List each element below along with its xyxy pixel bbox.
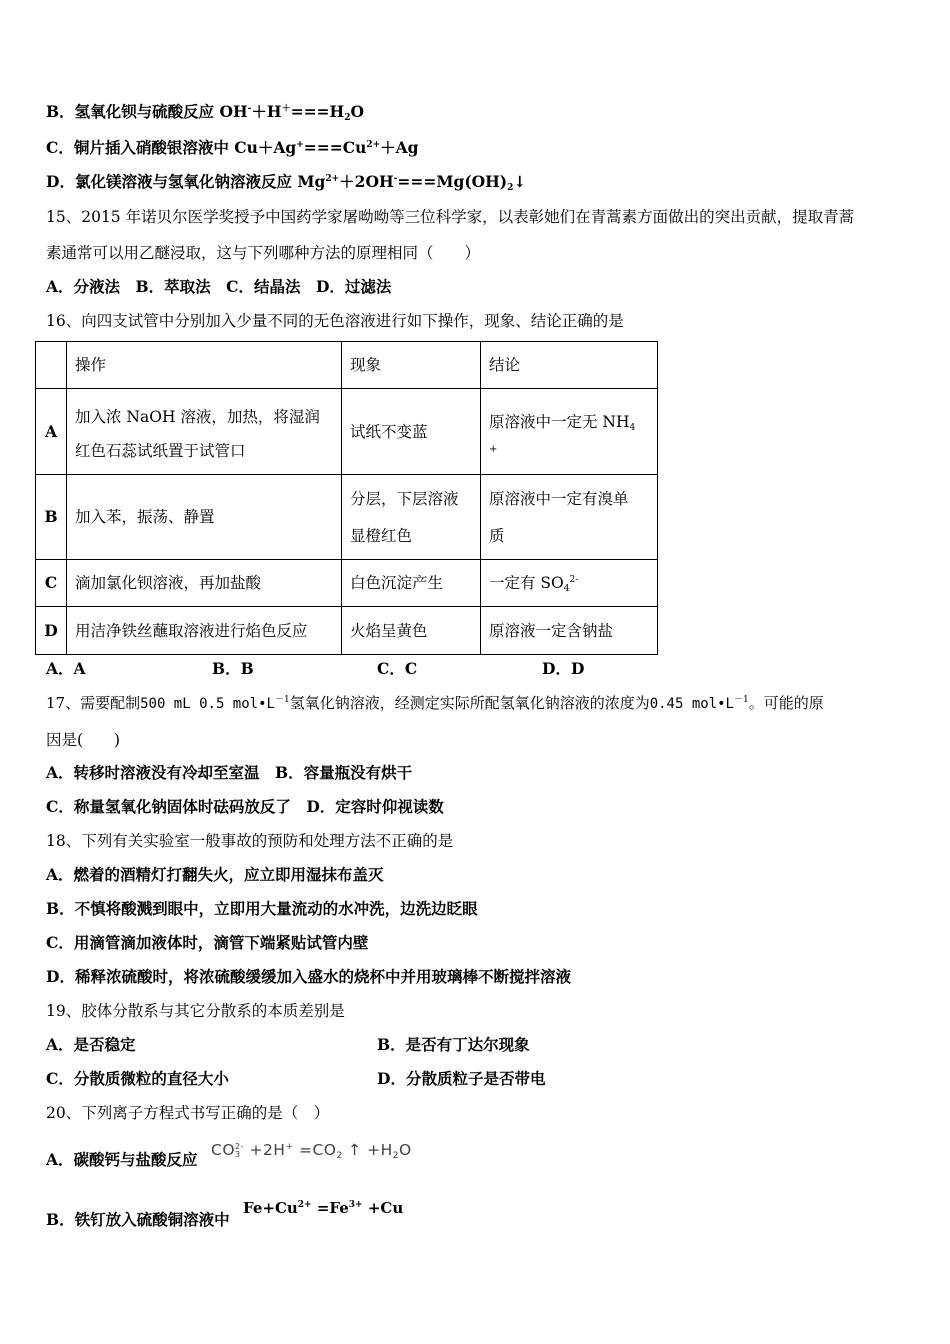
table-header-row xyxy=(36,342,658,389)
q15-stem-line1: 15、2015 年诺贝尔医学奖授予中国药学家屠呦呦等三位科学家，以表彰她们在青蒿素方面做出的突出贡献，提取青蒿 xyxy=(46,208,855,226)
table-row xyxy=(36,389,658,475)
q19-stem: 19、胶体分散系与其它分散系的本质差别是 xyxy=(46,1002,345,1020)
row-conclusion: 原溶液中一定有溴单 质 xyxy=(481,475,658,560)
row-phenomenon: 试纸不变蓝 xyxy=(342,389,481,475)
q20-option-b-equation: $Fe+Cu^{2+} =Fe^{3+} +Cu$ xyxy=(243,1199,404,1217)
q17-options-cd: C．称量氢氧化钠固体时砝码放反了 D．定容时仰视读数 xyxy=(46,797,444,816)
q16-option-c: C．C xyxy=(377,659,418,678)
row-key: D xyxy=(36,607,67,655)
q17-stem-line1: 17、需要配制500 mL 0.5 $mol•L^{-1}$氢氧化钠溶液，经测定实际所配氢氧化钠溶液的浓度为0.45 $mol•L^{-1}$。可能的原 xyxy=(46,694,824,712)
table-row xyxy=(36,607,658,655)
row-operation: 滴加氯化钡溶液，再加盐酸 xyxy=(67,560,342,607)
q18-option-c: C．用滴管滴加液体时，滴管下端紧贴试管内壁 xyxy=(46,933,369,952)
row-operation: 加入苯，振荡、静置 xyxy=(67,475,342,560)
q15-options: A．分液法 B．萃取法 C．结晶法 D．过滤法 xyxy=(46,277,392,296)
q19-option-d: D．分散质粒子是否带电 xyxy=(377,1069,546,1088)
q17-options-ab: A．转移时溶液没有冷却至室温 B．容量瓶没有烘干 xyxy=(46,763,413,782)
q18-option-b: B．不慎将酸溅到眼中，立即用大量流动的水冲洗，边洗边眨眼 xyxy=(46,899,478,918)
row-operation: 用洁净铁丝蘸取溶液进行焰色反应 xyxy=(67,607,342,655)
row-key: A xyxy=(36,389,67,475)
table-row xyxy=(36,475,658,560)
row-phenomenon: 火焰呈黄色 xyxy=(342,607,481,655)
row-conclusion: 一定有 $SO_4^{2-}$ xyxy=(481,560,658,607)
q14-option-c: C．铜片插入硝酸银溶液中 $Cu+Ag^+===Cu^{2+}+Ag$ xyxy=(46,138,419,157)
q16-stem: 16、向四支试管中分别加入少量不同的无色溶液进行如下操作，现象、结论正确的是 xyxy=(46,312,624,330)
q17-stem-line2: 因是( ) xyxy=(46,731,121,749)
q19-option-c: C．分散质微粒的直径大小 xyxy=(46,1069,229,1088)
header-phenomenon: 现象 xyxy=(342,342,481,389)
q20-option-b: B．铁钉放入硫酸铜溶液中 xyxy=(46,1210,230,1229)
row-conclusion: 原溶液一定含钠盐 xyxy=(481,607,658,655)
row-phenomenon: 分层，下层溶液 显橙红色 xyxy=(342,475,481,560)
q18-option-d: D．稀释浓硫酸时，将浓硫酸缓缓加入盛水的烧杯中并用玻璃棒不断搅拌溶液 xyxy=(46,967,571,986)
q20-option-a: A．碳酸钙与盐酸反应 xyxy=(46,1150,198,1169)
q18-option-a: A．燃着的酒精灯打翻失火，应立即用湿抹布盖灭 xyxy=(46,865,384,884)
header-operation: 操作 xyxy=(67,342,342,389)
row-operation: 加入浓 NaOH 溶液，加热，将湿润 红色石蕊试纸置于试管口 xyxy=(67,389,342,475)
row-conclusion: 原溶液中一定无 $NH_4$ + xyxy=(481,389,658,475)
q20-option-a-equation: CO 2- 3 $+2H^+ =CO_2$ ↑ $+H_2O$ xyxy=(211,1141,412,1161)
table-row xyxy=(36,560,658,607)
q14-option-d: D．氯化镁溶液与氢氧化钠溶液反应 $Mg^{2+}+2OH^-===Mg(OH)_2↓$ xyxy=(46,172,527,193)
header-conclusion: 结论 xyxy=(481,342,658,389)
q18-stem: 18、下列有关实验室一般事故的预防和处理方法不正确的是 xyxy=(46,832,454,850)
q16-option-b: B．B xyxy=(212,659,254,678)
q19-option-a: A．是否稳定 xyxy=(46,1035,136,1054)
row-key: C xyxy=(36,560,67,607)
q20-stem: 20、下列离子方程式书写正确的是（ ） xyxy=(46,1104,330,1122)
q19-option-b: B．是否有丁达尔现象 xyxy=(377,1035,530,1054)
q15-stem-line2: 素通常可以用乙醚浸取，这与下列哪种方法的原理相同（ ） xyxy=(46,244,481,262)
q14-option-b: B．氢氧化钡与硫酸反应 $OH^-+H^+===H_2O$ xyxy=(46,102,364,123)
q16-table xyxy=(35,341,658,655)
row-key: B xyxy=(36,475,67,560)
q16-option-a: A．A xyxy=(46,659,86,678)
q16-option-d: D．D xyxy=(542,659,585,678)
row-phenomenon: 白色沉淀产生 xyxy=(342,560,481,607)
